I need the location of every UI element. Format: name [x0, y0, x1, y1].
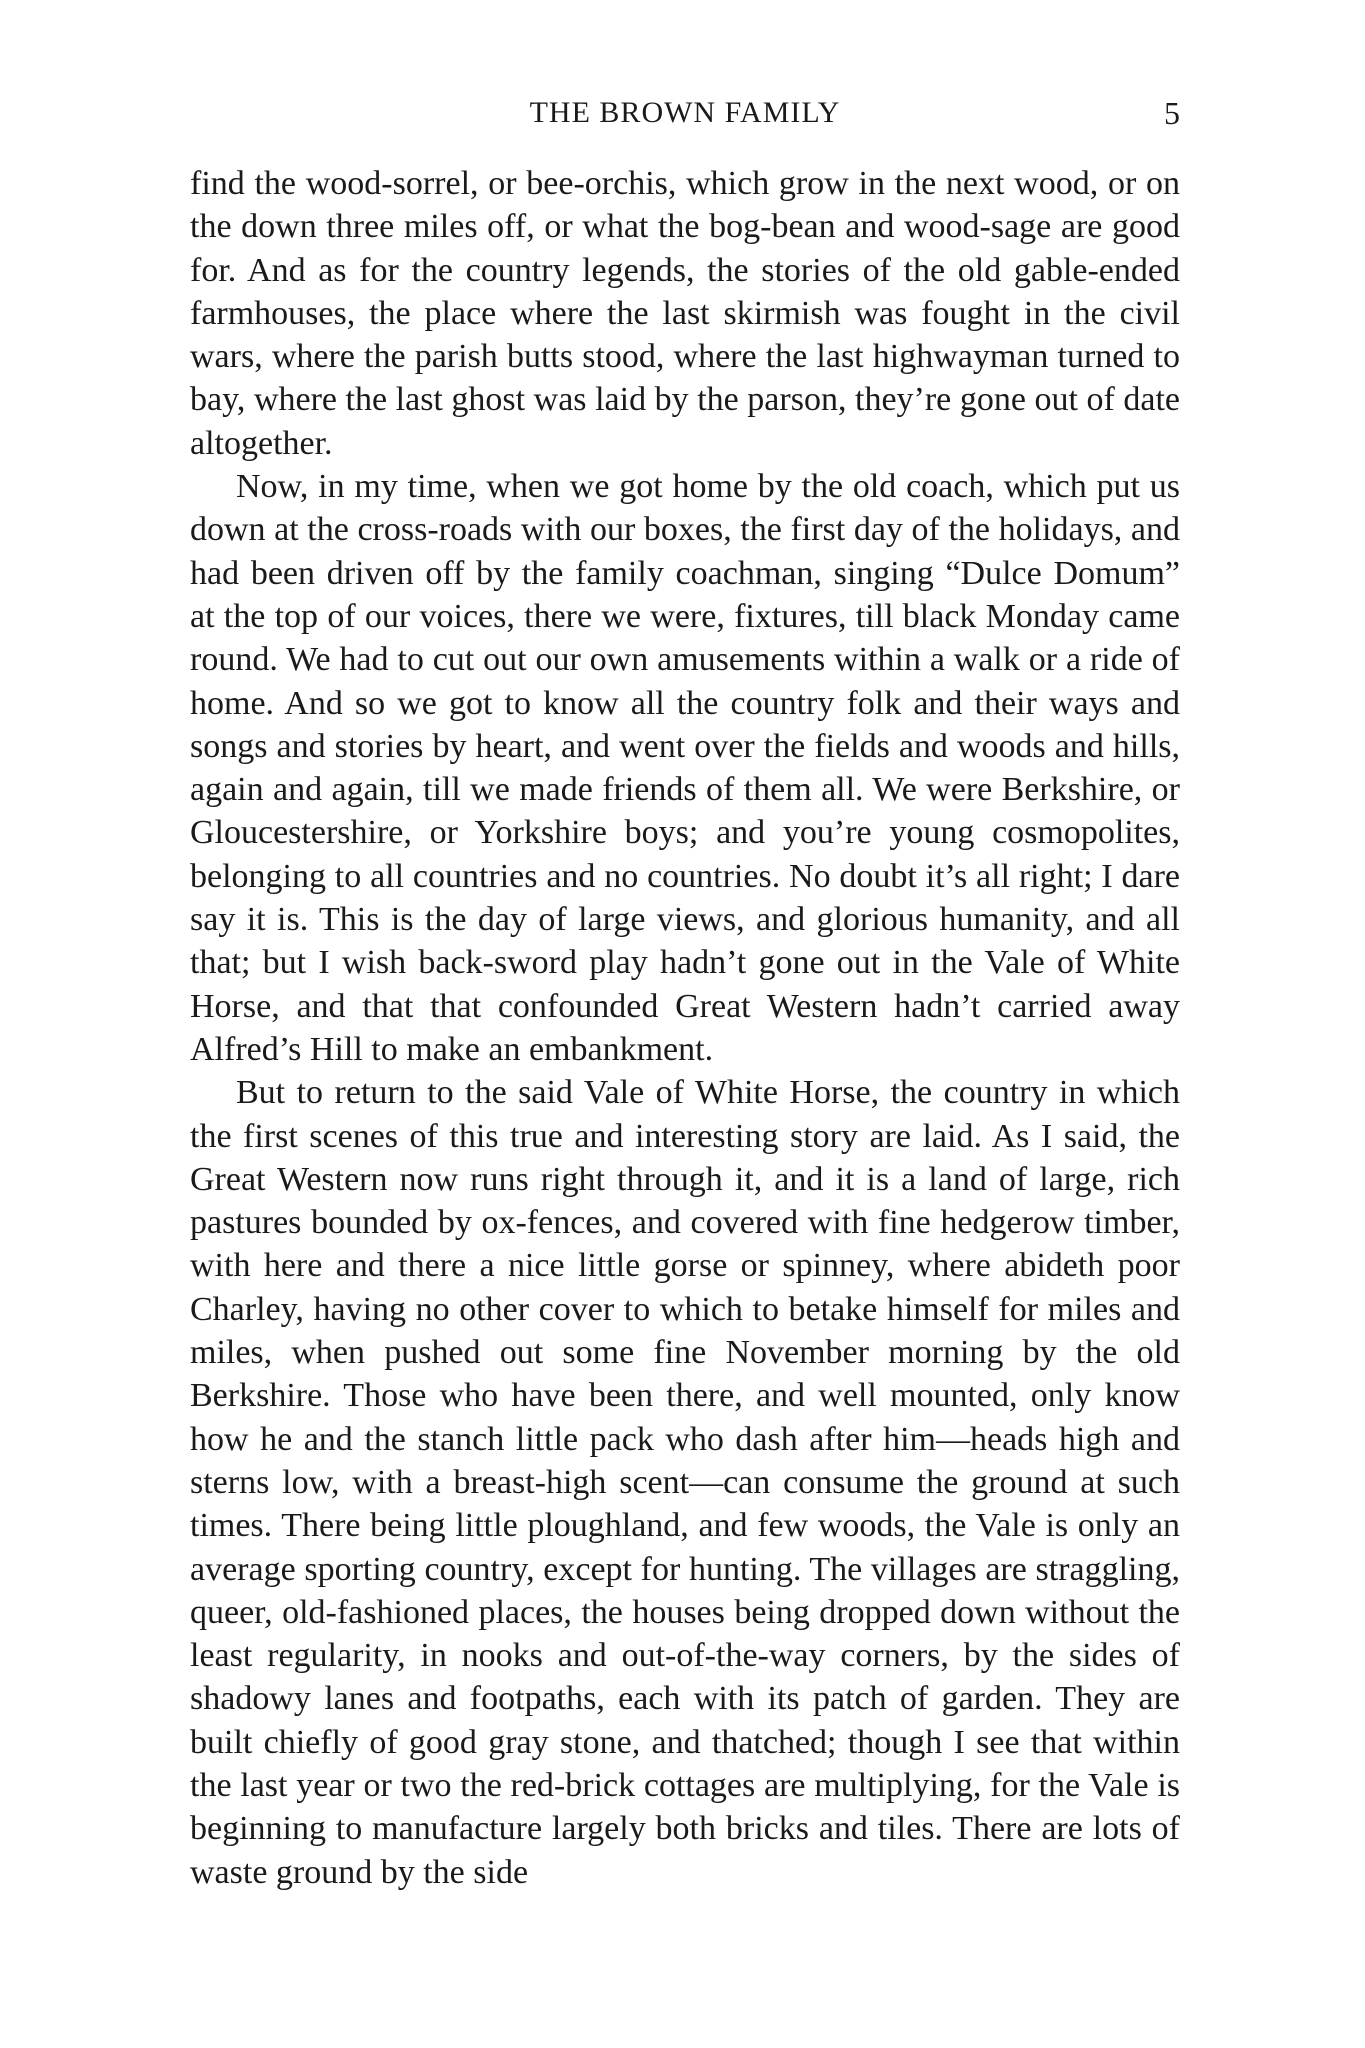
paragraph-now-in-my-time: Now, in my time, when we got home by the old coach, which put us down at the cross-roads with our boxes, the first day of the holidays, and had been driven off by the family coachman, singing “Dulce Domum” at the top of our voices, there we were, fixtures, till black Monday came round. We had to cut out our own amusements within a walk or a ride of home. And so we got to know all the country folk and their ways and songs and stories by heart, and went over the fields and woods and hills, again and again, till we made friends of them all. We were Berkshire, or Gloucestershire, or Yorkshire boys; and you’re young cosmopolites, belonging to all countries and no countries. No doubt it’s all right; I dare say it is. This is the day of large views, and glorious humanity, and all that; but I wish back-sword play hadn’t gone out in the Vale of White Horse, and that that confounded Great Western hadn’t carried away Alfred’s Hill to make an embankment. — [190, 468, 1180, 1068]
running-head — [190, 88, 1180, 138]
page-number: 5 — [1164, 95, 1180, 131]
body-text — [190, 162, 1180, 1894]
running-title: THE BROWN FAMILY — [529, 96, 841, 129]
book-page — [190, 88, 1180, 1894]
paragraph-vale-of-white-horse: But to return to the said Vale of White Horse, the country in which the first scenes of this true and interesting story are laid. As I said, the Great Western now runs right through it, and it is a land of large, rich pastures bounded by ox-fences, and covered with fine hedgerow timber, with here and there a nice little gorse or spinney, where abideth poor Charley, having no other cover to which to betake himself for miles and miles, when pushed out some fine November morning by the old Berkshire. Those who have been there, and well mounted, only know how he and the stanch little pack who dash after him—heads high and sterns low, with a breast-high scent—can consume the ground at such times. There being little ploughland, and few woods, the Vale is only an average sporting country, except for hunting. The villages are straggling, queer, old-fashioned places, the houses being dropped down without the least regularity, in nooks and out-of-the-way corners, by the sides of shadowy lanes and footpaths, each with its patch of garden. They are built chiefly of good gray stone, and thatched; though I see that within the last year or two the red-brick cottages are multiplying, for the Vale is beginning to manufacture largely both bricks and tiles. There are lots of waste ground by the side — [190, 1074, 1180, 1891]
paragraph-continued: find the wood-sorrel, or bee-orchis, which grow in the next wood, or on the down three miles off, or what the bog-bean and wood-sage are good for. And as for the country legends, the stories of the old gable-ended farmhouses, the place where the last skirmish was fought in the civil wars, where the parish butts stood, where the last highwayman turned to bay, where the last ghost was laid by the parson, they’re gone out of date altogether. — [190, 165, 1180, 462]
